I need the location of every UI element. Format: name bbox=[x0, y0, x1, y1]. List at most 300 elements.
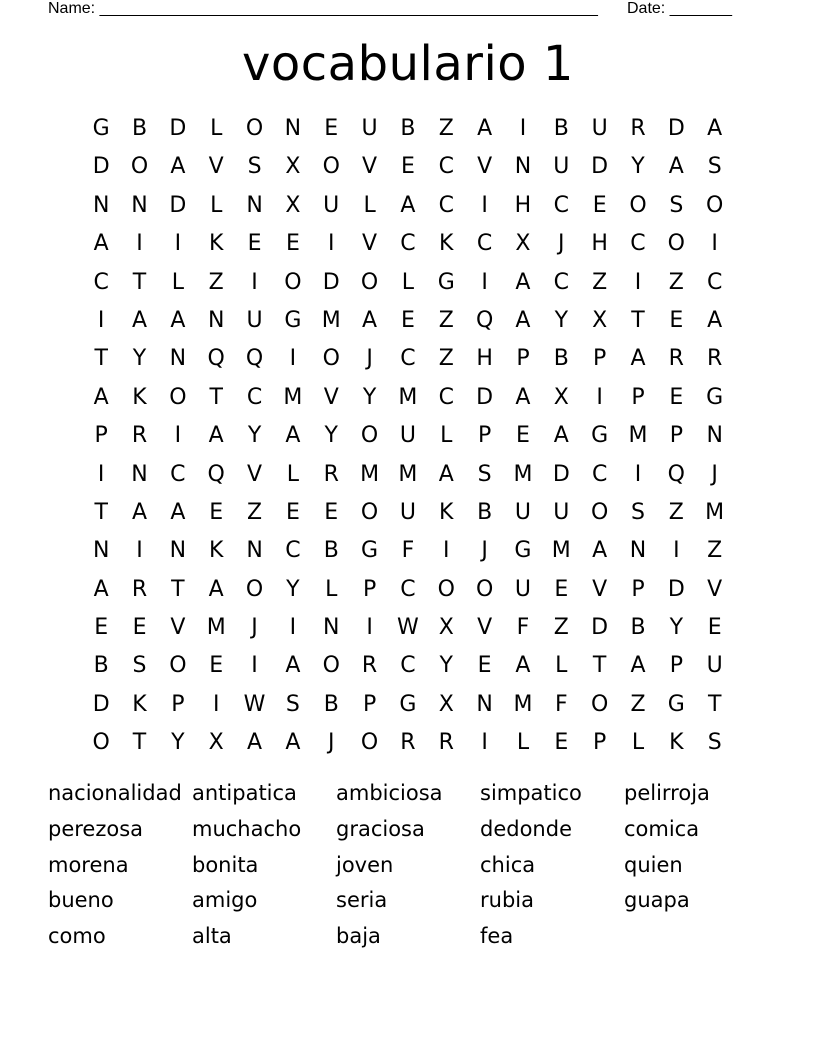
grid-letter[interactable]: U bbox=[553, 154, 570, 180]
grid-letter[interactable]: P bbox=[593, 346, 607, 372]
grid-letter[interactable]: S bbox=[285, 691, 300, 717]
grid-letter[interactable]: A bbox=[553, 423, 569, 449]
grid-letter[interactable]: T bbox=[132, 730, 147, 756]
grid-letter[interactable]: N bbox=[92, 192, 110, 218]
grid-letter[interactable]: U bbox=[246, 307, 263, 333]
grid-letter[interactable]: L bbox=[440, 423, 453, 449]
grid-letter[interactable]: A bbox=[438, 461, 454, 487]
grid-letter[interactable]: B bbox=[131, 116, 148, 141]
grid-letter[interactable]: N bbox=[246, 192, 263, 218]
grid-letter[interactable]: X bbox=[285, 192, 301, 218]
grid-letter[interactable]: Y bbox=[669, 615, 684, 641]
grid-letter[interactable]: A bbox=[131, 307, 148, 333]
grid-letter[interactable]: V bbox=[208, 154, 224, 180]
grid-letter[interactable]: M bbox=[628, 423, 648, 449]
grid-letter[interactable]: G bbox=[667, 691, 685, 717]
grid-letter[interactable]: K bbox=[439, 499, 454, 525]
grid-letter[interactable]: J bbox=[711, 461, 718, 487]
grid-letter[interactable]: X bbox=[553, 384, 569, 410]
grid-letter[interactable]: D bbox=[591, 154, 609, 180]
grid-letter[interactable]: C bbox=[400, 346, 416, 372]
word-list-item: baja bbox=[336, 924, 381, 949]
grid-letter[interactable]: Z bbox=[438, 346, 454, 372]
grid-letter[interactable]: L bbox=[210, 192, 223, 218]
grid-letter[interactable]: V bbox=[592, 576, 608, 602]
grid-letter[interactable]: N bbox=[131, 192, 148, 218]
grid-letter[interactable]: A bbox=[93, 231, 109, 257]
grid-letter[interactable]: E bbox=[592, 192, 607, 218]
grid-letter[interactable]: C bbox=[591, 461, 608, 487]
grid-letter[interactable]: U bbox=[591, 116, 608, 141]
grid-letter[interactable]: G bbox=[92, 116, 110, 141]
grid-letter[interactable]: N bbox=[706, 423, 723, 449]
grid-letter[interactable]: O bbox=[590, 499, 609, 525]
grid-letter[interactable]: E bbox=[209, 653, 224, 679]
grid-letter[interactable]: S bbox=[631, 499, 645, 525]
grid-letter[interactable]: Z bbox=[247, 499, 263, 525]
grid-letter[interactable]: U bbox=[361, 116, 378, 141]
grid-letter[interactable]: D bbox=[476, 384, 494, 410]
grid-letter[interactable]: H bbox=[591, 231, 608, 257]
grid-letter[interactable]: I bbox=[519, 116, 527, 141]
grid-letter[interactable]: P bbox=[669, 653, 683, 679]
grid-letter[interactable]: E bbox=[707, 615, 722, 641]
grid-letter[interactable]: N bbox=[131, 461, 148, 487]
word-list-item: bonita bbox=[192, 852, 259, 877]
grid-letter[interactable]: E bbox=[669, 384, 684, 410]
grid-letter[interactable]: Z bbox=[438, 307, 454, 333]
grid-letter[interactable]: C bbox=[438, 384, 454, 410]
grid-letter[interactable]: I bbox=[596, 384, 603, 410]
grid-letter[interactable]: I bbox=[673, 538, 680, 564]
grid-letter[interactable]: Z bbox=[707, 538, 723, 564]
date-field-label[interactable]: Date: _______ bbox=[627, 0, 732, 17]
grid-letter[interactable]: O bbox=[360, 269, 379, 295]
grid-letter[interactable]: Z bbox=[208, 269, 224, 295]
grid-letter[interactable]: Q bbox=[475, 307, 494, 333]
grid-letter[interactable]: I bbox=[97, 461, 105, 487]
grid-letter[interactable]: K bbox=[132, 691, 147, 717]
grid-letter[interactable]: A bbox=[285, 423, 301, 449]
grid-letter[interactable]: A bbox=[170, 154, 186, 180]
grid-letter[interactable]: L bbox=[363, 192, 376, 218]
grid-letter[interactable]: I bbox=[327, 231, 335, 257]
grid-letter[interactable]: I bbox=[251, 269, 258, 295]
grid-letter[interactable]: W bbox=[243, 691, 266, 717]
grid-letter[interactable]: P bbox=[631, 576, 645, 602]
grid-letter[interactable]: O bbox=[169, 653, 187, 679]
grid-letter[interactable]: Y bbox=[247, 423, 262, 449]
grid-letter[interactable]: I bbox=[481, 730, 488, 756]
grid-letter[interactable]: M bbox=[513, 461, 533, 487]
grid-letter[interactable]: Y bbox=[324, 423, 338, 449]
grid-letter[interactable]: N bbox=[476, 691, 493, 717]
grid-letter[interactable]: C bbox=[630, 231, 646, 257]
grid-letter[interactable]: A bbox=[630, 346, 646, 372]
grid-letter[interactable]: G bbox=[399, 691, 417, 717]
grid-letter[interactable]: E bbox=[477, 653, 492, 679]
grid-letter[interactable]: U bbox=[399, 423, 416, 449]
grid-letter[interactable]: A bbox=[93, 384, 109, 410]
grid-letter[interactable]: V bbox=[477, 615, 493, 641]
grid-letter[interactable]: S bbox=[707, 154, 722, 180]
grid-letter[interactable]: L bbox=[401, 269, 415, 295]
grid-letter[interactable]: D bbox=[322, 269, 340, 295]
grid-letter[interactable]: R bbox=[323, 461, 339, 487]
grid-letter[interactable]: A bbox=[285, 653, 301, 679]
grid-letter[interactable]: L bbox=[631, 730, 645, 756]
grid-letter[interactable]: M bbox=[513, 691, 533, 717]
grid-row bbox=[82, 647, 734, 685]
grid-letter[interactable]: Z bbox=[592, 269, 608, 295]
grid-letter[interactable]: F bbox=[516, 615, 530, 641]
grid-letter[interactable]: G bbox=[706, 384, 724, 410]
grid-letter[interactable]: Q bbox=[245, 346, 264, 372]
grid-letter[interactable]: B bbox=[323, 691, 339, 717]
grid-letter[interactable]: E bbox=[132, 615, 147, 641]
grid-letter[interactable]: C bbox=[438, 154, 454, 180]
grid-letter[interactable]: J bbox=[481, 538, 488, 564]
grid-letter[interactable]: X bbox=[438, 615, 454, 641]
grid-letter[interactable]: S bbox=[669, 192, 684, 218]
grid-letter[interactable]: S bbox=[132, 653, 147, 679]
grid-letter[interactable]: B bbox=[400, 116, 416, 141]
grid-letter[interactable]: O bbox=[667, 231, 685, 257]
grid-letter[interactable]: P bbox=[94, 423, 108, 449]
grid-letter[interactable]: T bbox=[132, 269, 147, 295]
grid-letter[interactable]: P bbox=[631, 384, 645, 410]
grid-letter[interactable]: U bbox=[514, 499, 531, 525]
grid-letter[interactable]: R bbox=[361, 653, 378, 679]
grid-letter[interactable]: P bbox=[362, 576, 377, 602]
grid-letter[interactable]: E bbox=[554, 576, 569, 602]
grid-letter[interactable]: L bbox=[210, 116, 223, 141]
grid-letter[interactable]: A bbox=[707, 307, 723, 333]
grid-letter[interactable]: I bbox=[634, 269, 642, 295]
grid-letter[interactable]: P bbox=[669, 423, 683, 449]
grid-letter[interactable]: X bbox=[208, 730, 224, 756]
grid-letter[interactable]: B bbox=[323, 538, 339, 564]
grid-letter[interactable]: D bbox=[667, 576, 685, 602]
grid-letter[interactable]: W bbox=[397, 615, 419, 641]
grid-letter[interactable]: T bbox=[94, 499, 108, 525]
grid-letter[interactable]: G bbox=[437, 269, 455, 295]
grid-letter[interactable]: K bbox=[439, 231, 454, 257]
grid-letter[interactable]: X bbox=[285, 154, 301, 180]
grid-letter[interactable]: I bbox=[174, 231, 182, 257]
grid-letter[interactable]: U bbox=[399, 499, 416, 525]
grid-letter[interactable]: B bbox=[630, 615, 646, 641]
grid-letter[interactable]: O bbox=[284, 269, 302, 295]
grid-letter[interactable]: N bbox=[284, 116, 302, 141]
grid-letter[interactable]: L bbox=[171, 269, 184, 295]
grid-letter[interactable]: D bbox=[591, 615, 609, 641]
grid-letter[interactable]: K bbox=[132, 384, 147, 410]
grid-letter[interactable]: U bbox=[323, 192, 340, 218]
grid-letter[interactable]: A bbox=[208, 576, 224, 602]
grid-letter[interactable]: A bbox=[515, 384, 531, 410]
grid-letter[interactable]: P bbox=[477, 423, 492, 449]
grid-letter[interactable]: Y bbox=[132, 346, 147, 372]
grid-letter[interactable]: E bbox=[209, 499, 224, 525]
grid-letter[interactable]: D bbox=[169, 192, 187, 218]
grid-letter[interactable]: Z bbox=[668, 269, 684, 295]
grid-letter[interactable]: A bbox=[285, 730, 301, 756]
grid-letter[interactable]: N bbox=[207, 307, 225, 333]
grid-letter[interactable]: V bbox=[362, 154, 378, 180]
grid-letter[interactable]: Z bbox=[630, 691, 646, 717]
grid-letter[interactable]: S bbox=[477, 461, 492, 487]
grid-letter[interactable]: R bbox=[400, 730, 416, 756]
grid-letter[interactable]: G bbox=[361, 538, 379, 564]
grid-letter[interactable]: X bbox=[438, 691, 454, 717]
grid-letter[interactable]: A bbox=[247, 730, 263, 756]
grid-letter[interactable]: Z bbox=[668, 499, 684, 525]
grid-letter[interactable]: V bbox=[362, 231, 378, 257]
grid-letter[interactable]: O bbox=[130, 154, 149, 180]
grid-letter[interactable]: N bbox=[514, 154, 532, 180]
grid-letter[interactable]: B bbox=[553, 116, 569, 141]
grid-letter[interactable]: F bbox=[401, 538, 415, 564]
header-line bbox=[48, 0, 748, 20]
grid-letter[interactable]: N bbox=[92, 538, 110, 564]
grid-letter[interactable]: A bbox=[630, 653, 646, 679]
grid-letter[interactable]: R bbox=[131, 576, 148, 602]
grid-letter[interactable]: I bbox=[366, 615, 373, 641]
grid-letter[interactable]: O bbox=[360, 423, 379, 449]
grid-letter[interactable]: R bbox=[131, 423, 148, 449]
grid-letter[interactable]: C bbox=[476, 231, 493, 257]
grid-letter[interactable]: E bbox=[324, 116, 339, 141]
grid-letter[interactable]: O bbox=[169, 384, 187, 410]
grid-letter[interactable]: M bbox=[321, 307, 341, 333]
grid-letter[interactable]: S bbox=[247, 154, 262, 180]
grid-letter[interactable]: N bbox=[169, 346, 187, 372]
grid-letter[interactable]: I bbox=[289, 346, 297, 372]
grid-letter[interactable]: M bbox=[398, 384, 418, 410]
grid-letter[interactable]: J bbox=[366, 346, 373, 372]
grid-letter[interactable]: Z bbox=[438, 116, 454, 141]
grid-letter[interactable]: Q bbox=[667, 461, 685, 487]
grid-letter[interactable]: H bbox=[514, 192, 532, 218]
grid-letter[interactable]: C bbox=[400, 653, 416, 679]
grid-letter[interactable]: C bbox=[706, 269, 723, 295]
grid-letter[interactable]: C bbox=[285, 538, 301, 564]
grid-letter[interactable]: N bbox=[246, 538, 263, 564]
grid-letter[interactable]: E bbox=[94, 615, 109, 641]
grid-letter[interactable]: Q bbox=[207, 461, 225, 487]
grid-row bbox=[82, 686, 734, 724]
grid-letter[interactable]: H bbox=[476, 346, 493, 372]
grid-letter[interactable]: V bbox=[247, 461, 263, 487]
grid-letter[interactable]: C bbox=[553, 192, 569, 218]
grid-letter[interactable]: A bbox=[170, 307, 186, 333]
grid-letter[interactable]: U bbox=[706, 653, 723, 679]
grid-letter[interactable]: O bbox=[437, 576, 455, 602]
grid-letter[interactable]: O bbox=[706, 192, 724, 218]
grid-letter[interactable]: Y bbox=[554, 307, 569, 333]
grid-letter[interactable]: O bbox=[322, 653, 340, 679]
word-list-item: muchacho bbox=[192, 816, 302, 841]
grid-letter[interactable]: E bbox=[400, 154, 415, 180]
grid-letter[interactable]: O bbox=[322, 346, 340, 372]
grid-letter[interactable]: N bbox=[629, 538, 647, 564]
grid-letter[interactable]: A bbox=[515, 653, 531, 679]
grid-letter[interactable]: Y bbox=[286, 576, 300, 602]
grid-letter[interactable]: R bbox=[438, 730, 454, 756]
grid-letter[interactable]: X bbox=[592, 307, 608, 333]
grid-letter[interactable]: E bbox=[285, 499, 300, 525]
grid-letter[interactable]: M bbox=[551, 538, 571, 564]
grid-letter[interactable]: Q bbox=[207, 346, 225, 372]
grid-letter[interactable]: Z bbox=[553, 615, 569, 641]
grid-letter[interactable]: D bbox=[552, 461, 570, 487]
grid-letter[interactable]: I bbox=[97, 307, 105, 333]
grid-letter[interactable]: N bbox=[169, 538, 187, 564]
grid-letter[interactable]: O bbox=[92, 730, 110, 756]
grid-letter[interactable]: S bbox=[707, 730, 722, 756]
grid-letter[interactable]: E bbox=[324, 499, 339, 525]
grid-letter[interactable]: P bbox=[593, 730, 607, 756]
grid-letter[interactable]: M bbox=[705, 499, 725, 525]
grid-letter[interactable]: C bbox=[553, 269, 569, 295]
grid-letter[interactable]: O bbox=[245, 576, 264, 602]
grid-letter[interactable]: P bbox=[516, 346, 530, 372]
grid-letter[interactable]: T bbox=[707, 691, 722, 717]
grid-letter[interactable]: N bbox=[323, 615, 340, 641]
grid-letter[interactable]: U bbox=[553, 499, 570, 525]
grid-letter[interactable]: O bbox=[245, 116, 264, 141]
grid-letter[interactable]: G bbox=[591, 423, 609, 449]
grid-letter[interactable]: K bbox=[669, 730, 684, 756]
grid-letter[interactable]: Y bbox=[631, 154, 645, 180]
grid-letter[interactable]: D bbox=[92, 691, 110, 717]
grid-letter[interactable]: X bbox=[515, 231, 531, 257]
grid-letter[interactable]: V bbox=[170, 615, 186, 641]
grid-letter[interactable]: I bbox=[136, 538, 143, 564]
grid-letter[interactable]: R bbox=[630, 116, 646, 141]
grid-letter[interactable]: C bbox=[400, 231, 416, 257]
grid-letter[interactable]: T bbox=[631, 307, 645, 333]
grid-letter[interactable]: C bbox=[246, 384, 263, 410]
grid-letter[interactable]: M bbox=[283, 384, 303, 410]
grid-letter[interactable]: O bbox=[322, 154, 340, 180]
grid-letter[interactable]: A bbox=[400, 192, 416, 218]
grid-letter[interactable]: Y bbox=[439, 653, 453, 679]
grid-letter[interactable]: A bbox=[362, 307, 378, 333]
grid-letter[interactable]: D bbox=[92, 154, 110, 180]
grid-letter[interactable]: A bbox=[707, 116, 723, 141]
grid-letter[interactable]: V bbox=[323, 384, 339, 410]
grid-letter[interactable]: B bbox=[477, 499, 493, 525]
grid-letter[interactable]: C bbox=[400, 576, 416, 602]
grid-letter[interactable]: Y bbox=[362, 384, 377, 410]
grid-letter[interactable]: E bbox=[669, 307, 684, 333]
grid-letter[interactable]: A bbox=[515, 269, 531, 295]
grid-letter[interactable]: I bbox=[481, 192, 488, 218]
grid-letter[interactable]: T bbox=[171, 576, 185, 602]
grid-letter[interactable]: L bbox=[555, 653, 568, 679]
grid-letter[interactable]: L bbox=[325, 576, 338, 602]
grid-letter[interactable]: J bbox=[327, 730, 335, 756]
grid-letter[interactable]: A bbox=[515, 307, 531, 333]
grid-letter[interactable]: B bbox=[93, 653, 109, 679]
grid-letter[interactable]: R bbox=[668, 346, 684, 372]
grid-letter[interactable]: E bbox=[554, 730, 569, 756]
grid-letter[interactable]: A bbox=[592, 538, 608, 564]
grid-letter[interactable]: A bbox=[477, 116, 493, 141]
grid-letter[interactable]: D bbox=[169, 116, 187, 141]
grid-letter[interactable]: T bbox=[209, 384, 223, 410]
grid-letter[interactable]: M bbox=[360, 461, 380, 487]
grid-letter[interactable]: A bbox=[208, 423, 224, 449]
grid-letter[interactable]: D bbox=[667, 116, 685, 141]
grid-letter[interactable]: I bbox=[136, 231, 143, 257]
grid-letter[interactable]: I bbox=[251, 653, 258, 679]
grid-letter[interactable]: O bbox=[360, 730, 379, 756]
grid-letter[interactable]: I bbox=[212, 691, 220, 717]
grid-letter[interactable]: E bbox=[285, 231, 300, 257]
grid-letter[interactable]: I bbox=[174, 423, 182, 449]
grid-letter[interactable]: V bbox=[477, 154, 493, 180]
grid-letter[interactable]: T bbox=[94, 346, 108, 372]
grid-letter[interactable]: F bbox=[554, 691, 568, 717]
grid-letter[interactable]: I bbox=[634, 461, 642, 487]
name-field-label[interactable]: Name: ________________________________________________________ bbox=[48, 0, 598, 17]
grid-letter[interactable]: G bbox=[514, 538, 532, 564]
grid-letter[interactable]: R bbox=[707, 346, 723, 372]
grid-letter[interactable]: A bbox=[170, 499, 186, 525]
grid-letter[interactable]: I bbox=[443, 538, 450, 564]
grid-letter[interactable]: I bbox=[711, 231, 718, 257]
grid-row bbox=[82, 340, 734, 378]
grid-letter[interactable]: M bbox=[206, 615, 226, 641]
grid-letter[interactable]: P bbox=[171, 691, 185, 717]
grid-letter[interactable]: A bbox=[668, 154, 684, 180]
grid-letter[interactable]: K bbox=[208, 538, 224, 564]
grid-letter[interactable]: O bbox=[629, 192, 647, 218]
grid-letter[interactable]: I bbox=[481, 269, 488, 295]
grid-letter[interactable]: M bbox=[398, 461, 418, 487]
grid-letter[interactable]: L bbox=[286, 461, 300, 487]
grid-letter[interactable]: U bbox=[514, 576, 531, 602]
grid-letter[interactable]: C bbox=[438, 192, 454, 218]
word-list-item: pelirroja bbox=[624, 781, 710, 805]
grid-letter[interactable]: P bbox=[362, 691, 377, 717]
grid-letter[interactable]: O bbox=[475, 576, 494, 602]
grid-letter[interactable]: C bbox=[93, 269, 109, 295]
grid-letter[interactable]: T bbox=[592, 653, 607, 679]
grid-letter[interactable]: E bbox=[400, 307, 415, 333]
grid-letter[interactable]: E bbox=[247, 231, 262, 257]
grid-letter[interactable]: O bbox=[590, 691, 609, 717]
grid-letter[interactable]: E bbox=[516, 423, 530, 449]
grid-row bbox=[82, 264, 734, 302]
grid-letter[interactable]: V bbox=[707, 576, 723, 602]
grid-letter[interactable]: O bbox=[360, 499, 379, 525]
grid-letter[interactable]: A bbox=[93, 576, 109, 602]
grid-letter[interactable]: I bbox=[289, 615, 297, 641]
grid-letter[interactable]: C bbox=[170, 461, 186, 487]
grid-letter[interactable]: J bbox=[251, 615, 258, 641]
grid-letter[interactable]: B bbox=[553, 346, 569, 372]
grid-letter[interactable]: L bbox=[516, 730, 530, 756]
grid-letter[interactable]: G bbox=[284, 307, 302, 333]
grid-letter[interactable]: K bbox=[208, 231, 224, 257]
grid-letter[interactable]: A bbox=[131, 499, 148, 525]
grid-letter[interactable]: Y bbox=[171, 730, 185, 756]
grid-letter[interactable]: J bbox=[558, 231, 565, 257]
